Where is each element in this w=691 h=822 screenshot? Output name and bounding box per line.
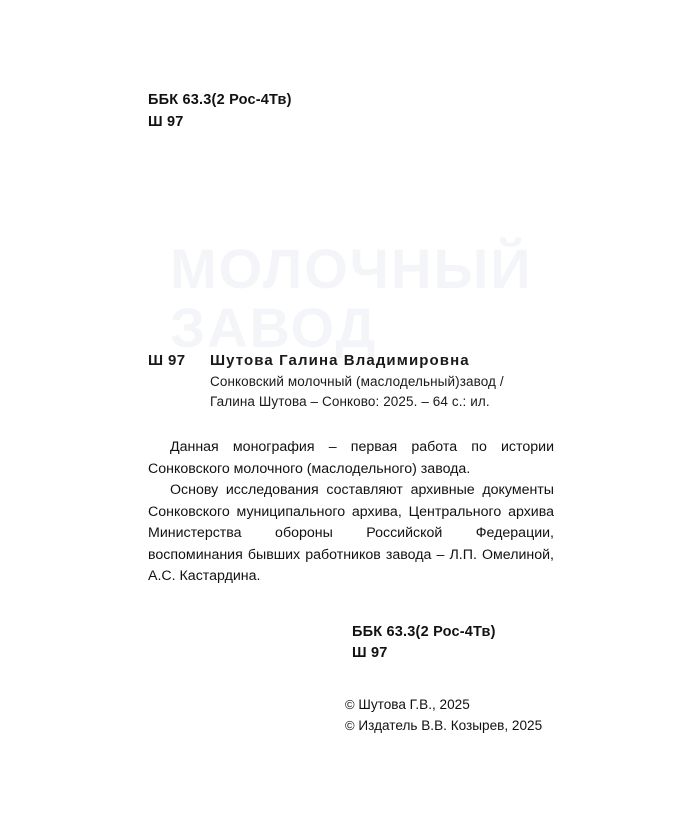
copyright-line-1 xyxy=(345,694,542,715)
author-mark-top: Ш 97 xyxy=(148,114,184,131)
copyright-symbol-1: © xyxy=(345,697,355,712)
classification-block-bottom xyxy=(352,622,496,664)
copyright-holder-2: Издатель В.В. Козырев, 2025 xyxy=(358,718,543,734)
classification-block-top xyxy=(148,90,292,133)
author-mark-bottom: Ш 97 xyxy=(352,645,388,662)
record-description xyxy=(210,372,568,413)
copyright-line-2 xyxy=(345,715,542,736)
record-description-line-2: Галина Шутова – Сонково: 2025. – 64 с.: ил. xyxy=(210,394,490,410)
annotation-paragraph-1: Данная монография – первая работа по истории Сонковского молочного (маслодельного) завода. xyxy=(148,439,554,477)
record-description-line-1: Сонковский молочный (маслодельный)завод / xyxy=(210,374,504,389)
record-code: Ш 97 xyxy=(148,352,186,369)
record-header xyxy=(148,352,568,369)
annotation-paragraph-2: Основу исследования составляют архивные документы Сонковского муниципального архива, Центрального архива Министерства обороны Российской Федерации, воспоминания бывших работников завода – Л.П. Омелиной, А.С. Кастардина. xyxy=(148,482,554,585)
background-watermark xyxy=(170,240,530,370)
bbk-code-bottom: ББК 63.3(2 Рос-4Тв) xyxy=(352,624,496,640)
bibliographic-record xyxy=(148,352,568,413)
copyright-symbol-2: © xyxy=(345,718,355,734)
annotation-text xyxy=(148,437,554,588)
watermark-line-1 xyxy=(170,240,530,299)
record-author: Шутова Галина Владимировна xyxy=(210,352,470,369)
copyright-holder-1: Шутова Г.В., 2025 xyxy=(358,697,470,712)
copyright-block xyxy=(345,694,542,736)
watermark-line-2 xyxy=(170,299,530,358)
bbk-code-top: ББК 63.3(2 Рос-4Тв) xyxy=(148,92,292,108)
